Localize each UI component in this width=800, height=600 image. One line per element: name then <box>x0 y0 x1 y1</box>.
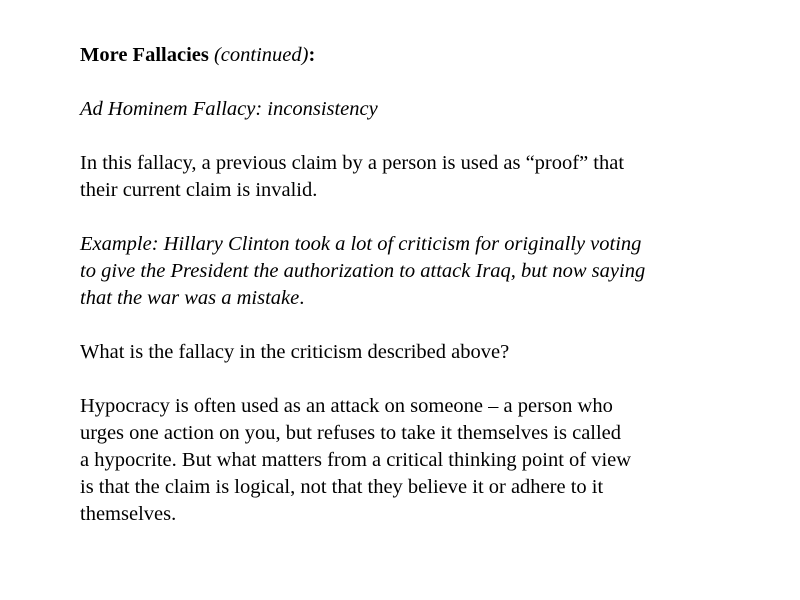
title-colon: : <box>308 44 316 66</box>
question-paragraph: What is the fallacy in the criticism described above? <box>80 341 510 363</box>
title-bold-text: More Fallacies <box>80 44 214 66</box>
definition-line: In this fallacy, a previous claim by a person is used as “proof” that <box>80 152 625 174</box>
example-period: . <box>299 287 305 309</box>
answer-paragraph <box>80 393 760 528</box>
slide-subtitle: Ad Hominem Fallacy: inconsistency <box>80 98 378 120</box>
example-line: Example: Hillary Clinton took a lot of criticism for originally voting <box>80 233 642 255</box>
example-line-text: that the war was a mistake <box>80 287 300 309</box>
answer-line: urges one action on you, but refuses to take it themselves is called <box>80 422 622 444</box>
example-line: to give the President the authorization to attack Iraq, but now saying <box>80 260 646 282</box>
slide-content <box>80 42 760 528</box>
definition-line: their current claim is invalid. <box>80 179 318 201</box>
answer-line: themselves. <box>80 503 177 525</box>
example-line-last <box>80 285 760 312</box>
answer-line: is that the claim is logical, not that they believe it or adhere to it <box>80 476 604 498</box>
answer-line: Hypocracy is often used as an attack on someone – a person who <box>80 395 613 417</box>
slide-title <box>80 42 760 69</box>
answer-line: a hypocrite. But what matters from a critical thinking point of view <box>80 449 632 471</box>
example-paragraph <box>80 231 760 312</box>
definition-paragraph <box>80 150 760 204</box>
title-italic-text: (continued) <box>213 44 309 66</box>
